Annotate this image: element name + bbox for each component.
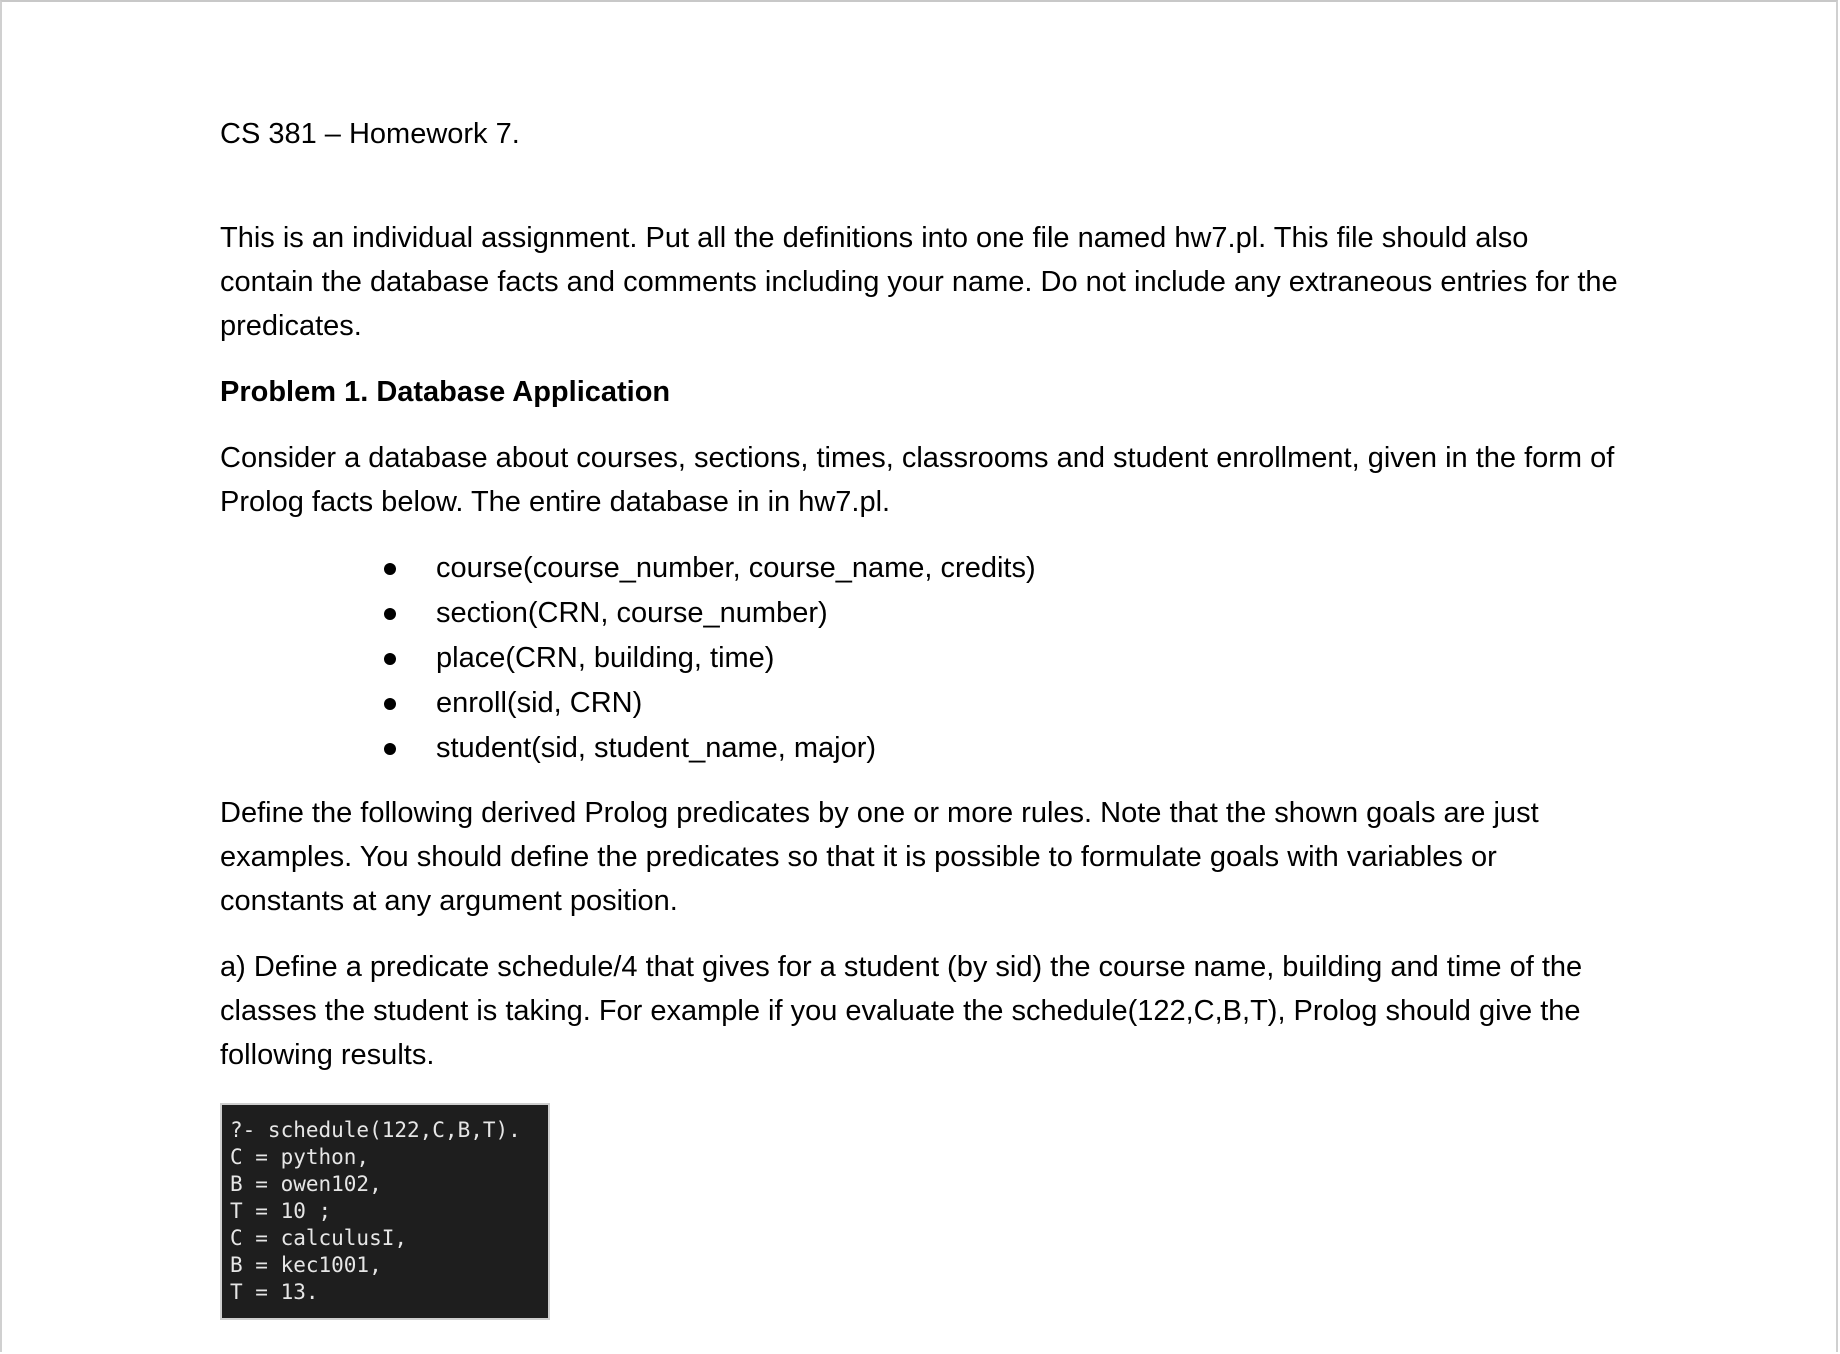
console-line: B = kec1001, xyxy=(230,1253,382,1277)
document-content xyxy=(220,114,1620,1320)
part-a-paragraph: a) Define a predicate schedule/4 that gives for a student (by sid) the course name, building and time of the classes the student is taking. For example if you evaluate the schedule(122,C,B,T), Prolog should give the following results. xyxy=(220,951,1583,1071)
fact-text: section(CRN, course_number) xyxy=(436,597,828,629)
console-line: T = 13. xyxy=(230,1280,319,1304)
console-line: C = calculusI, xyxy=(230,1226,408,1250)
console-line: ?- schedule(122,C,B,T). xyxy=(230,1118,521,1142)
bullet-icon xyxy=(384,563,396,575)
document-title: CS 381 – Homework 7. xyxy=(220,118,520,150)
bullet-icon xyxy=(384,743,396,755)
fact-item-course xyxy=(220,546,1620,591)
console-line: B = owen102, xyxy=(230,1172,382,1196)
fact-text: student(sid, student_name, major) xyxy=(436,732,877,764)
fact-text: place(CRN, building, time) xyxy=(436,642,775,674)
problem1-description: Consider a database about courses, sections, times, classrooms and student enrollment, given in the form of Prolog facts below. The entire database in in hw7.pl. xyxy=(220,442,1615,518)
define-paragraph: Define the following derived Prolog predicates by one or more rules. Note that the shown goals are just examples. You should define the predicates so that it is possible to formulate goals with variables or constants at any argument position. xyxy=(220,797,1539,917)
problem1-heading: Problem 1. Database Application xyxy=(220,376,671,408)
intro-paragraph: This is an individual assignment. Put all the definitions into one file named hw7.pl. This file should also contain the database facts and comments including your name. Do not include any extraneous entries for the predicates. xyxy=(220,222,1618,342)
fact-item-section xyxy=(220,591,1620,636)
console-line: C = python, xyxy=(230,1145,370,1169)
fact-item-enroll xyxy=(220,681,1620,726)
fact-text: course(course_number, course_name, credits) xyxy=(436,552,1036,584)
bullet-icon xyxy=(384,608,396,620)
bullet-icon xyxy=(384,653,396,665)
prolog-console-screenshot xyxy=(220,1103,550,1320)
bullet-icon xyxy=(384,698,396,710)
fact-item-student xyxy=(220,726,1620,771)
console-line: T = 10 ; xyxy=(230,1199,332,1223)
fact-item-place xyxy=(220,636,1620,681)
fact-text: enroll(sid, CRN) xyxy=(436,687,643,719)
facts-list xyxy=(220,546,1620,771)
